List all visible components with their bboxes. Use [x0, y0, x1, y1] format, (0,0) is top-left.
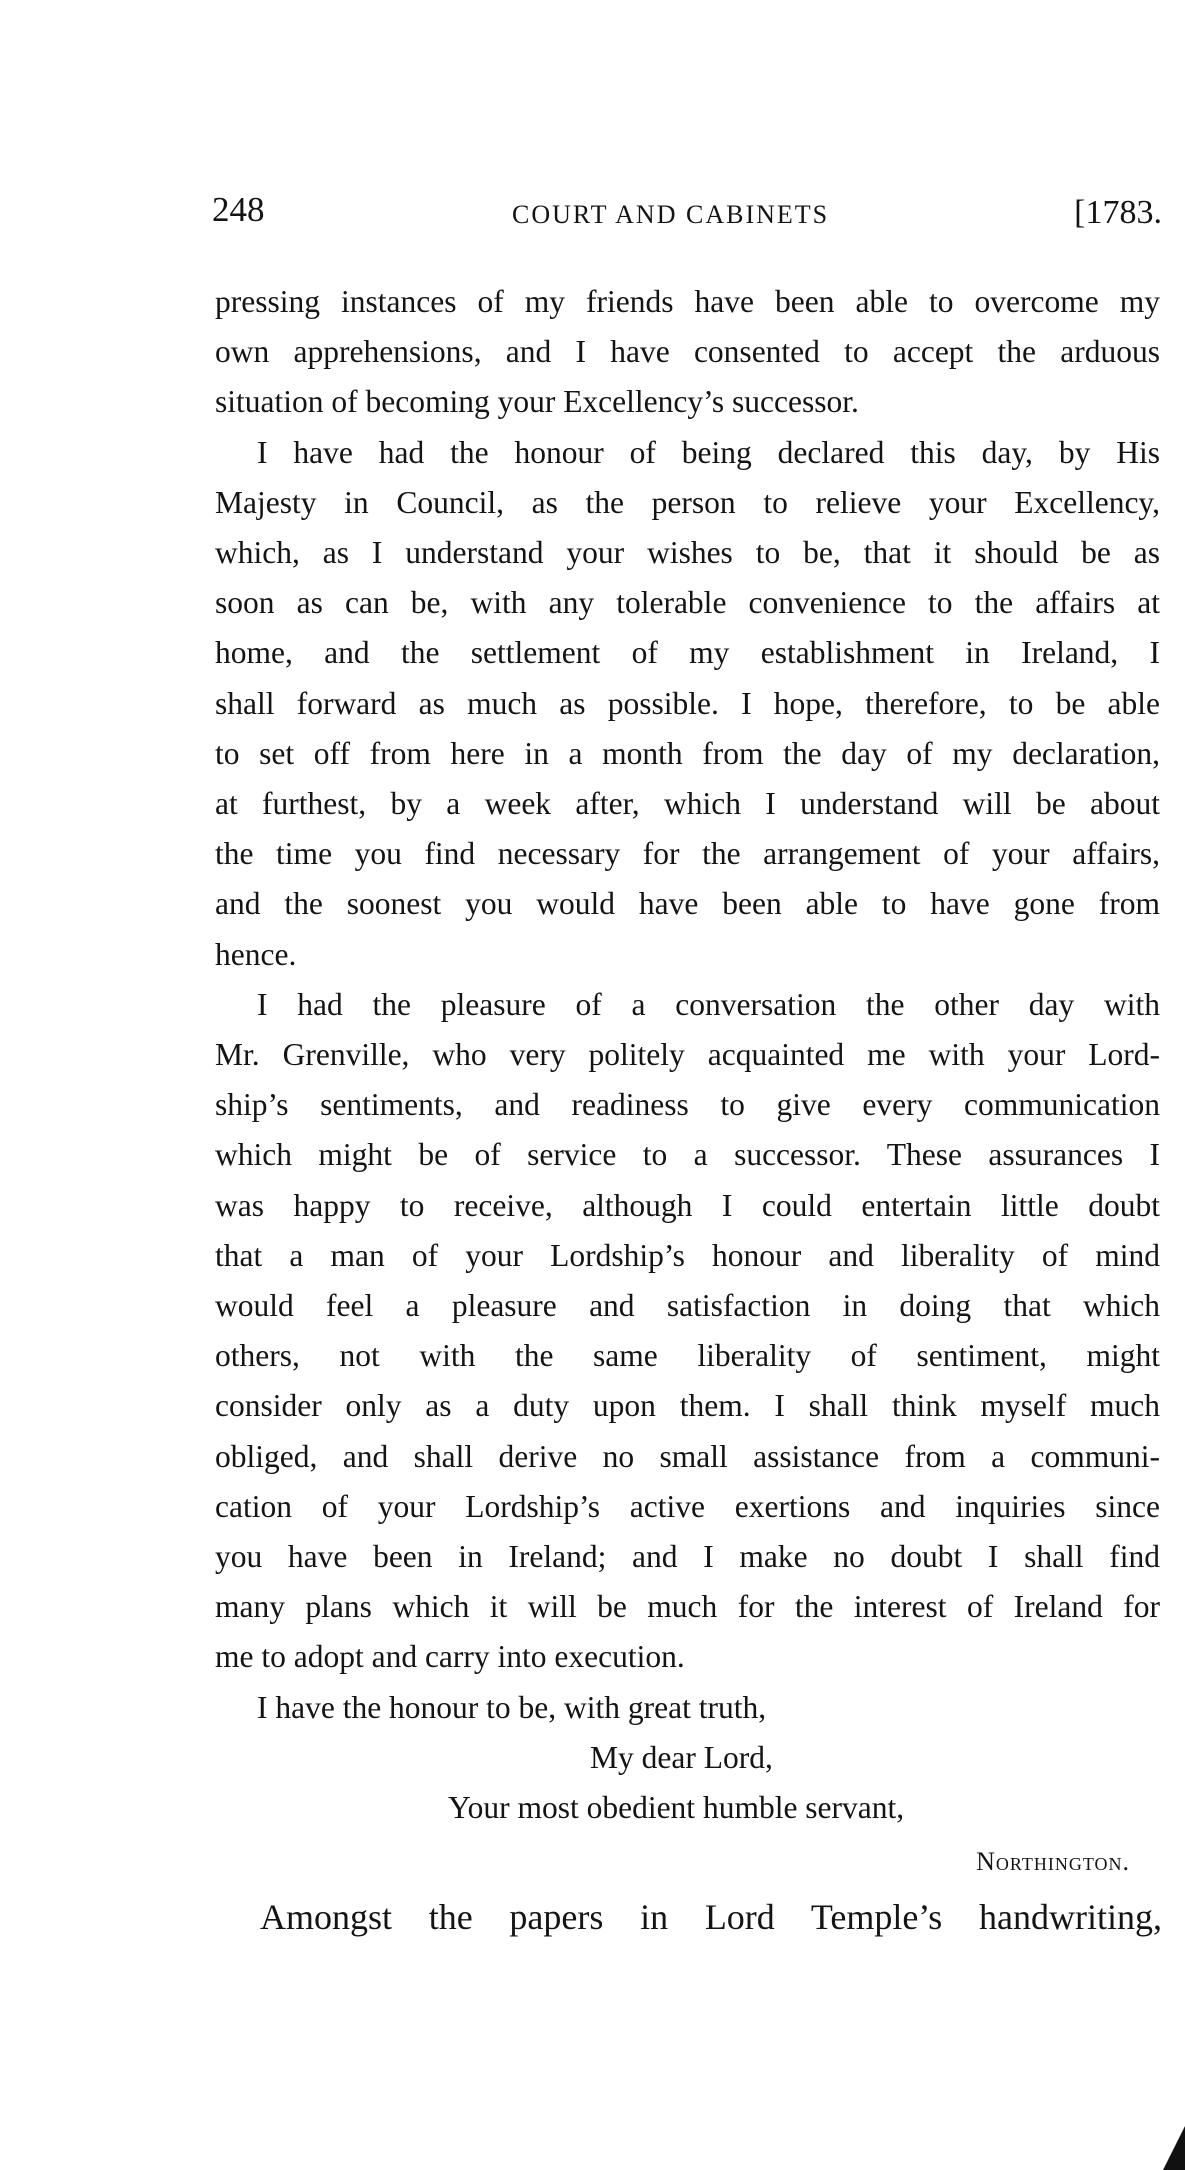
text-line: which, as I understand your wishes to be, that it should be as [215, 535, 1160, 571]
signature: Northington. [976, 1847, 1130, 1877]
letter-body [215, 277, 1160, 1888]
text-line: and the soonest you would have been able to have gone from [215, 886, 1160, 922]
header-year: [1783. [1074, 194, 1162, 231]
text-line: to set off from here in a month from the day of my declaration, [215, 735, 1160, 771]
running-title: COURT AND CABINETS [512, 200, 830, 229]
letter-paragraph-1 [215, 277, 1160, 428]
text-line: others, not with the same liberality of sentiment, might [215, 1338, 1160, 1374]
text-line: Mr. Grenville, who very politely acquainted me with your Lord- [215, 1037, 1160, 1073]
page-corner-mark [1163, 2126, 1185, 2170]
text-line: situation of becoming your Excellency’s successor. [215, 384, 859, 420]
text-line: the time you find necessary for the arrangement of your affairs, [215, 836, 1160, 872]
text-line: obliged, and shall derive no small assistance from a communi- [215, 1438, 1160, 1474]
text-line: shall forward as much as possible. I hope, therefore, to be able [215, 685, 1160, 721]
salutation: My dear Lord, [590, 1739, 773, 1775]
text-line: pressing instances of my friends have been able to overcome my [215, 284, 1160, 319]
text-line: which might be of service to a successor. These assurances I [215, 1137, 1160, 1173]
text-line: me to adopt and carry into execution. [215, 1639, 685, 1675]
text-line: I had the pleasure of a conversation the other day with [257, 986, 1160, 1022]
text-line: many plans which it will be much for the interest of Ireland for [215, 1589, 1160, 1625]
text-line: home, and the settlement of my establishment in Ireland, I [215, 635, 1160, 671]
page-number: 248 [212, 190, 265, 229]
text-line: would feel a pleasure and satisfaction in doing that which [215, 1288, 1160, 1324]
continuation-text: Amongst the papers in Lord Temple’s handwriting, [260, 1897, 1162, 1937]
text-line: was happy to receive, although I could entertain little doubt [215, 1187, 1160, 1223]
text-line: consider only as a duty upon them. I shall think myself much [215, 1388, 1160, 1424]
page-header [212, 190, 1162, 240]
text-line: that a man of your Lordship’s honour and liberality of mind [215, 1237, 1160, 1273]
letter-closing [215, 1683, 1160, 1888]
text-line: cation of your Lordship’s active exertions and inquiries since [215, 1488, 1160, 1524]
text-line: hence. [215, 936, 297, 972]
text-line: own apprehensions, and I have consented to accept the arduous [215, 334, 1160, 370]
closing-line: I have the honour to be, with great truth, [257, 1689, 767, 1725]
text-line: Majesty in Council, as the person to relieve your Excellency, [215, 484, 1160, 520]
text-line: I have had the honour of being declared this day, by His [257, 434, 1160, 470]
text-line: soon as can be, with any tolerable convenience to the affairs at [215, 585, 1160, 621]
valediction: Your most obedient humble servant, [448, 1790, 905, 1826]
letter-paragraph-2 [215, 428, 1160, 980]
text-line: at furthest, by a week after, which I understand will be about [215, 786, 1160, 822]
text-line: you have been in Ireland; and I make no doubt I shall find [215, 1539, 1160, 1575]
text-line: ship’s sentiments, and readiness to give every communication [215, 1087, 1160, 1123]
letter-paragraph-3 [215, 980, 1160, 1683]
